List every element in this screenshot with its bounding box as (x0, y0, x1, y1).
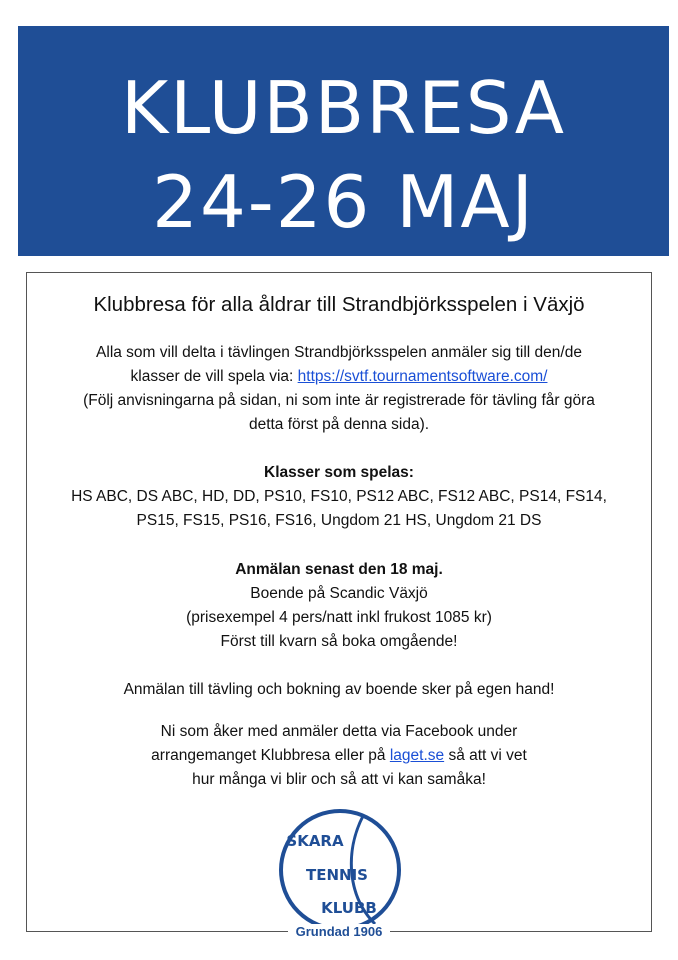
own-booking-text: Anmälan till tävling och bokning av boende sker på egen hand! (123, 681, 555, 698)
classes-title: Klasser som spelas: (264, 464, 414, 481)
intro-line-4: detta först på denna sida). (248, 416, 430, 433)
intro-line-1: Alla som vill delta i tävlingen Strandbjörksspelen anmäler sig till den/de (96, 344, 582, 361)
registration-deadline: Anmälan senast den 18 maj. (235, 561, 443, 578)
urgency-text: Först till kvarn så boka omgående! (220, 633, 458, 650)
classes-section (27, 461, 651, 533)
title-banner (18, 26, 669, 256)
intro-line-2-text: klasser de vill spela via: (130, 368, 298, 385)
facebook-line-3: hur många vi blir och så att vi kan samåka! (192, 771, 486, 788)
facebook-section (27, 720, 651, 792)
classes-line-1: HS ABC, DS ABC, HD, DD, PS10, FS10, PS12 ABC, FS12 ABC, PS14, FS14, (71, 488, 607, 505)
logo-caption-text: Grundad 1906 (288, 924, 391, 939)
banner-dates: 24-26 MAJ (152, 160, 535, 244)
logo-word-tennis: TENNIS (306, 866, 368, 884)
lodging-text: Boende på Scandic Växjö (250, 585, 428, 602)
classes-line-2: PS15, FS15, PS16, FS16, Ungdom 21 HS, Ungdom 21 DS (136, 512, 542, 529)
facebook-line-2 (27, 744, 651, 768)
facebook-line-2-prefix: arrangemanget Klubbresa eller på (151, 747, 390, 764)
intro-line-3: (Följ anvisningarna på sidan, ni som inte är registrerade för tävling får göra (83, 392, 595, 409)
info-heading: Klubbresa för alla åldrar till Strandbjörksspelen i Växjö (93, 293, 585, 316)
logo-word-skara: SKARA (286, 832, 344, 850)
intro-paragraph (27, 341, 651, 437)
facebook-line-1: Ni som åker med anmäler detta via Facebook under (160, 723, 518, 740)
info-box (26, 272, 652, 939)
intro-line-2 (27, 365, 651, 389)
price-example: (prisexempel 4 pers/natt inkl frukost 1085 kr) (186, 609, 492, 626)
tournament-software-link[interactable]: https://svtf.tournamentsoftware.com/ (297, 368, 548, 385)
logo-caption (27, 924, 651, 939)
facebook-line-2-suffix: så att vi vet (444, 747, 527, 764)
logo-word-klubb: KLUBB (321, 899, 377, 917)
club-logo (275, 806, 405, 942)
banner-title: KLUBBRESA (120, 66, 567, 150)
laget-link[interactable]: laget.se (389, 747, 445, 764)
registration-section (27, 558, 651, 654)
